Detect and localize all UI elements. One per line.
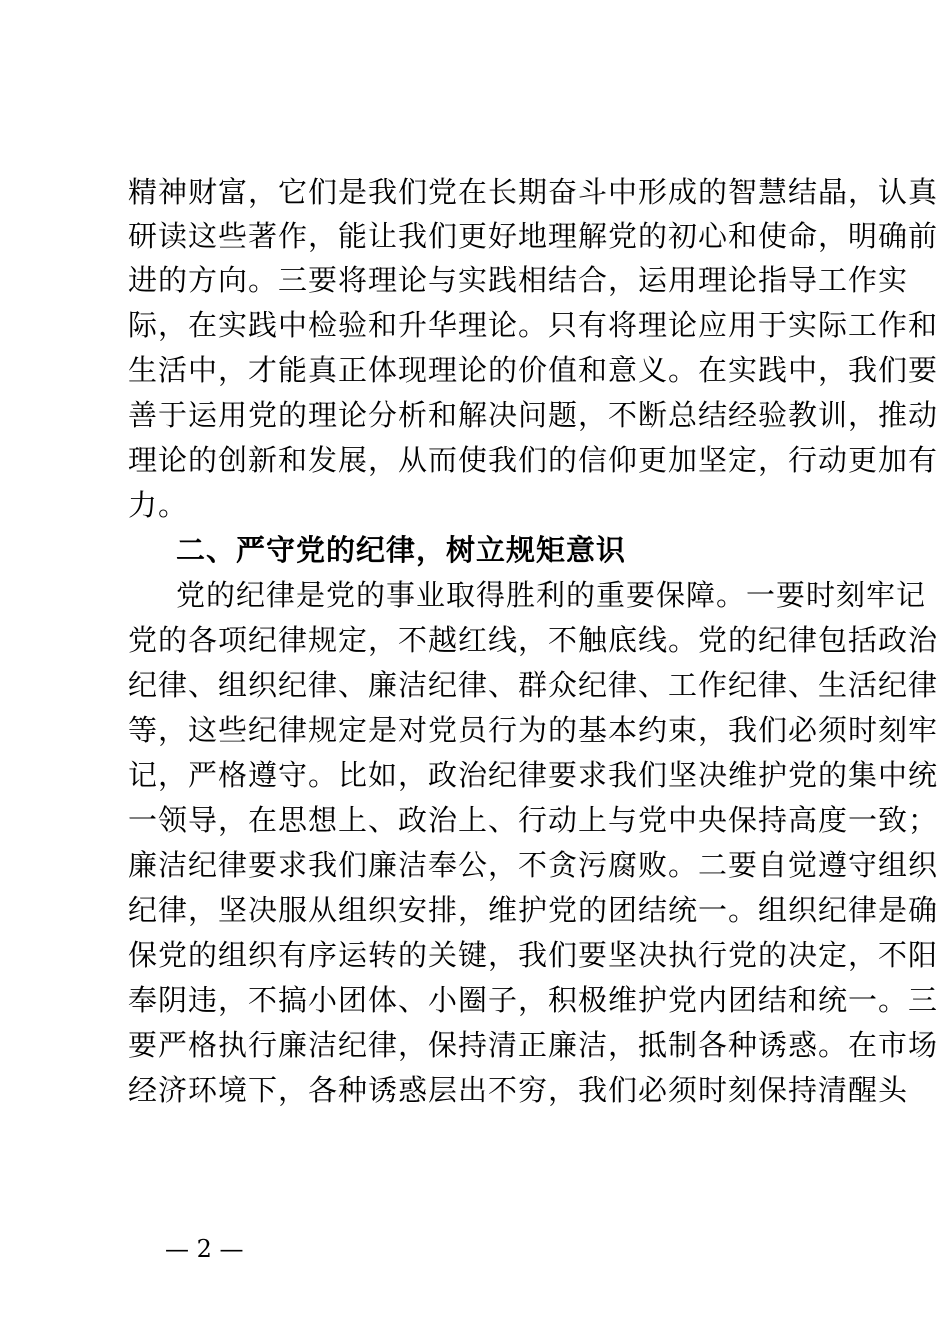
body-text-line: 一领导，在思想上、政治上、行动上与党中央保持高度一致； [128,803,939,837]
body-text-line: 力。 [128,488,189,522]
section-heading: 二、严守党的纪律，树立规矩意识 [176,533,627,567]
body-text-line: 进的方向。三要将理论与实践相结合，运用理论指导工作实 [128,263,909,297]
body-text-line: 廉洁纪律要求我们廉洁奉公，不贪污腐败。二要自觉遵守组织 [128,848,939,882]
body-text-line: 善于运用党的理论分析和解决问题，不断总结经验教训，推动 [128,398,939,432]
body-text-line: 纪律、组织纪律、廉洁纪律、群众纪律、工作纪律、生活纪律 [128,668,939,702]
body-text-line: 保党的组织有序运转的关键，我们要坚决执行党的决定，不阳 [128,938,939,972]
body-text-line: 党的各项纪律规定，不越红线，不触底线。党的纪律包括政治 [128,623,939,657]
body-text-line: 纪律，坚决服从组织安排，维护党的团结统一。组织纪律是确 [128,893,939,927]
body-text-line: 等，这些纪律规定是对党员行为的基本约束，我们必须时刻牢 [128,713,939,747]
body-text-line: 奉阴违，不搞小团体、小圈子，积极维护党内团结和统一。三 [128,983,939,1017]
body-text-line: 经济环境下，各种诱惑层出不穷，我们必须时刻保持清醒头 [128,1073,909,1107]
body-text-line: 党的纪律是党的事业取得胜利的重要保障。一要时刻牢记 [176,578,927,612]
body-text-line: 记，严格遵守。比如，政治纪律要求我们坚决维护党的集中统 [128,758,939,792]
body-text-line: 理论的创新和发展，从而使我们的信仰更加坚定，行动更加有 [128,443,939,477]
page-number: — 2 — [165,1235,244,1263]
body-text-line: 际，在实践中检验和升华理论。只有将理论应用于实际工作和 [128,308,939,342]
body-text-line: 研读这些著作，能让我们更好地理解党的初心和使命，明确前 [128,219,939,253]
body-text-line: 精神财富，它们是我们党在长期奋斗中形成的智慧结晶，认真 [128,175,939,209]
body-text-line: 生活中，才能真正体现理论的价值和意义。在实践中，我们要 [128,353,939,387]
body-text-line: 要严格执行廉洁纪律，保持清正廉洁，抵制各种诱惑。在市场 [128,1028,939,1062]
